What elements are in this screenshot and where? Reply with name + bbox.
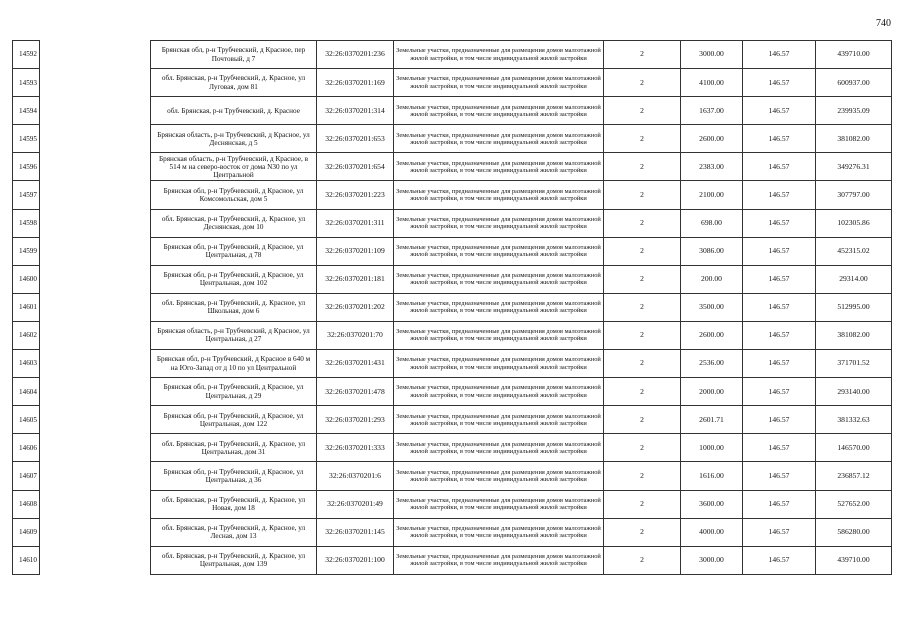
area-cell: 2600.00 [681,321,743,349]
row-number-cell: 14607 [13,462,40,490]
cadastral-value-cell: 381082.00 [816,125,892,153]
row-number-row [13,265,40,293]
specific-value-cell: 146.57 [743,462,816,490]
cadastral-number-cell: 32:26:0370201:169 [317,69,394,97]
table-row [151,209,892,237]
row-number-cell: 14609 [13,518,40,546]
group-cell: 2 [604,350,681,378]
area-cell: 4000.00 [681,518,743,546]
area-cell: 2536.00 [681,350,743,378]
row-number-cell: 14608 [13,490,40,518]
row-number-cell: 14600 [13,265,40,293]
cadastral-number-cell: 32:26:0370201:311 [317,209,394,237]
group-cell: 2 [604,321,681,349]
cadastral-value-cell: 307797.00 [816,181,892,209]
land-use-cell: Земельные участки, предназначенные для размещения домов малоэтажной жилой застройки, в том числе индивидуальной жилой застройки [394,209,604,237]
cadastral-number-cell: 32:26:0370201:6 [317,462,394,490]
row-number-row [13,181,40,209]
table-row [151,125,892,153]
area-cell: 3000.00 [681,546,743,574]
address-cell: обл. Брянская, р-н Трубчевский, д. Красное, ул Центральная, дом 139 [151,546,317,574]
cadastral-number-cell: 32:26:0370201:314 [317,97,394,125]
land-use-cell: Земельные участки, предназначенные для размещения домов малоэтажной жилой застройки, в том числе индивидуальной жилой застройки [394,350,604,378]
row-number-row [13,209,40,237]
row-number-row [13,490,40,518]
cadastral-number-cell: 32:26:0370201:223 [317,181,394,209]
group-cell: 2 [604,434,681,462]
address-cell: Брянская область, р-н Трубчевский, д Красное, в 514 м на северо-восток от дома N30 по ул Центральной [151,153,317,181]
row-number-cell: 14599 [13,237,40,265]
cadastral-value-cell: 586280.00 [816,518,892,546]
row-number-row [13,153,40,181]
area-cell: 2601.71 [681,406,743,434]
land-use-cell: Земельные участки, предназначенные для размещения домов малоэтажной жилой застройки, в том числе индивидуальной жилой застройки [394,97,604,125]
specific-value-cell: 146.57 [743,41,816,69]
row-number-row [13,97,40,125]
address-cell: Брянская область, р-н Трубчевский, д Красное, ул Центральная, д 27 [151,321,317,349]
specific-value-cell: 146.57 [743,321,816,349]
land-use-cell: Земельные участки, предназначенные для размещения домов малоэтажной жилой застройки, в том числе индивидуальной жилой застройки [394,125,604,153]
land-use-cell: Земельные участки, предназначенные для размещения домов малоэтажной жилой застройки, в том числе индивидуальной жилой застройки [394,321,604,349]
cadastral-number-cell: 32:26:0370201:236 [317,41,394,69]
specific-value-cell: 146.57 [743,153,816,181]
group-cell: 2 [604,293,681,321]
row-number-row [13,69,40,97]
address-cell: обл. Брянская, р-н Трубчевский, д. Красное, ул Деснянская, дом 10 [151,209,317,237]
specific-value-cell: 146.57 [743,406,816,434]
specific-value-cell: 146.57 [743,434,816,462]
cadastral-value-cell: 452315.02 [816,237,892,265]
cadastral-value-cell: 236857.12 [816,462,892,490]
cadastral-value-cell: 146570.00 [816,434,892,462]
land-use-cell: Земельные участки, предназначенные для размещения домов малоэтажной жилой застройки, в том числе индивидуальной жилой застройки [394,406,604,434]
specific-value-cell: 146.57 [743,237,816,265]
cadastral-number-cell: 32:26:0370201:653 [317,125,394,153]
cadastral-value-cell: 102305.86 [816,209,892,237]
table-row [151,434,892,462]
group-cell: 2 [604,97,681,125]
cadastral-value-cell: 293140.00 [816,378,892,406]
cadastral-number-cell: 32:26:0370201:654 [317,153,394,181]
address-cell: Брянская обл, р-н Трубчевский, д Красное, ул Центральная, д 78 [151,237,317,265]
cadastral-value-cell: 600937.00 [816,69,892,97]
group-cell: 2 [604,518,681,546]
specific-value-cell: 146.57 [743,69,816,97]
land-use-cell: Земельные участки, предназначенные для размещения домов малоэтажной жилой застройки, в том числе индивидуальной жилой застройки [394,153,604,181]
area-cell: 3600.00 [681,490,743,518]
specific-value-cell: 146.57 [743,350,816,378]
row-number-cell: 14601 [13,293,40,321]
specific-value-cell: 146.57 [743,125,816,153]
row-number-cell: 14604 [13,378,40,406]
cadastral-value-cell: 239935.09 [816,97,892,125]
specific-value-cell: 146.57 [743,378,816,406]
area-cell: 3500.00 [681,293,743,321]
cadastral-number-cell: 32:26:0370201:202 [317,293,394,321]
row-number-row [13,518,40,546]
area-cell: 2383.00 [681,153,743,181]
group-cell: 2 [604,125,681,153]
address-cell: Брянская обл, р-н Трубчевский, д Красное, ул Центральная, дом 102 [151,265,317,293]
table-row [151,350,892,378]
cadastral-value-cell: 381332.63 [816,406,892,434]
address-cell: Брянская обл, р-н Трубчевский, д Красное, пер Почтовый, д 7 [151,41,317,69]
table-row [151,237,892,265]
group-cell: 2 [604,546,681,574]
cadastral-number-cell: 32:26:0370201:181 [317,265,394,293]
page-number: 740 [876,18,891,29]
cadastral-value-cell: 349276.31 [816,153,892,181]
table-row [151,69,892,97]
land-use-cell: Земельные участки, предназначенные для размещения домов малоэтажной жилой застройки, в том числе индивидуальной жилой застройки [394,490,604,518]
group-cell: 2 [604,490,681,518]
row-number-column [12,40,40,575]
land-use-cell: Земельные участки, предназначенные для размещения домов малоэтажной жилой застройки, в том числе индивидуальной жилой застройки [394,378,604,406]
table-row [151,321,892,349]
area-cell: 1000.00 [681,434,743,462]
row-number-row [13,293,40,321]
table-row [151,490,892,518]
row-number-row [13,350,40,378]
row-number-row [13,125,40,153]
area-cell: 1637.00 [681,97,743,125]
group-cell: 2 [604,69,681,97]
cadastral-number-cell: 32:26:0370201:145 [317,518,394,546]
table-row [151,153,892,181]
area-cell: 1616.00 [681,462,743,490]
cadastral-number-cell: 32:26:0370201:109 [317,237,394,265]
group-cell: 2 [604,462,681,490]
group-cell: 2 [604,265,681,293]
row-number-row [13,406,40,434]
area-cell: 4100.00 [681,69,743,97]
row-number-cell: 14595 [13,125,40,153]
cadastral-number-cell: 32:26:0370201:70 [317,321,394,349]
address-cell: обл. Брянская, р-н Трубчевский, д. Красное, ул Школьная, дом 6 [151,293,317,321]
area-cell: 3086.00 [681,237,743,265]
specific-value-cell: 146.57 [743,265,816,293]
group-cell: 2 [604,181,681,209]
row-number-row [13,378,40,406]
row-number-cell: 14592 [13,41,40,69]
land-use-cell: Земельные участки, предназначенные для размещения домов малоэтажной жилой застройки, в том числе индивидуальной жилой застройки [394,518,604,546]
row-number-cell: 14602 [13,321,40,349]
row-number-row [13,546,40,574]
land-use-cell: Земельные участки, предназначенные для размещения домов малоэтажной жилой застройки, в том числе индивидуальной жилой застройки [394,265,604,293]
cadastral-number-cell: 32:26:0370201:478 [317,378,394,406]
cadastral-value-cell: 512995.00 [816,293,892,321]
row-number-cell: 14594 [13,97,40,125]
row-number-row [13,321,40,349]
specific-value-cell: 146.57 [743,209,816,237]
address-cell: Брянская обл, р-н Трубчевский, д Красное, ул Центральная, дом 122 [151,406,317,434]
group-cell: 2 [604,41,681,69]
land-use-cell: Земельные участки, предназначенные для размещения домов малоэтажной жилой застройки, в том числе индивидуальной жилой застройки [394,462,604,490]
cadastral-number-cell: 32:26:0370201:100 [317,546,394,574]
row-number-cell: 14597 [13,181,40,209]
table-row [151,293,892,321]
address-cell: Брянская обл, р-н Трубчевский, д Красное, ул Центральная, д 36 [151,462,317,490]
land-use-cell: Земельные участки, предназначенные для размещения домов малоэтажной жилой застройки, в том числе индивидуальной жилой застройки [394,293,604,321]
group-cell: 2 [604,209,681,237]
row-number-cell: 14598 [13,209,40,237]
row-number-cell: 14603 [13,350,40,378]
specific-value-cell: 146.57 [743,518,816,546]
group-cell: 2 [604,237,681,265]
row-number-cell: 14593 [13,69,40,97]
address-cell: обл. Брянская, р-н Трубчевский, д. Красное [151,97,317,125]
group-cell: 2 [604,153,681,181]
specific-value-cell: 146.57 [743,490,816,518]
row-number-cell: 14606 [13,434,40,462]
cadastral-number-cell: 32:26:0370201:49 [317,490,394,518]
table-row [151,518,892,546]
cadastral-value-cell: 371701.52 [816,350,892,378]
address-cell: Брянская обл, р-н Трубчевский, д Красное, ул Комсомольская, дом 5 [151,181,317,209]
table-row [151,265,892,293]
cadastral-value-cell: 439710.00 [816,546,892,574]
address-cell: Брянская обл, р-н Трубчевский, д Красное в 640 м на Юго-Запад от д 10 по ул Центральной [151,350,317,378]
table-row [151,406,892,434]
area-cell: 3000.00 [681,41,743,69]
row-number-row [13,462,40,490]
address-cell: обл. Брянская, р-н Трубчевский, д. Красное, ул Центральная, дом 31 [151,434,317,462]
area-cell: 2600.00 [681,125,743,153]
table-row [151,41,892,69]
table-row [151,97,892,125]
table-row [151,462,892,490]
land-use-cell: Земельные участки, предназначенные для размещения домов малоэтажной жилой застройки, в том числе индивидуальной жилой застройки [394,181,604,209]
area-cell: 200.00 [681,265,743,293]
address-cell: Брянская обл, р-н Трубчевский, д Красное, ул Центральная, д 29 [151,378,317,406]
land-plots-table [150,40,892,575]
row-number-row [13,434,40,462]
area-cell: 698.00 [681,209,743,237]
row-number-cell: 14596 [13,153,40,181]
group-cell: 2 [604,378,681,406]
specific-value-cell: 146.57 [743,546,816,574]
group-cell: 2 [604,406,681,434]
cadastral-value-cell: 527652.00 [816,490,892,518]
land-use-cell: Земельные участки, предназначенные для размещения домов малоэтажной жилой застройки, в том числе индивидуальной жилой застройки [394,546,604,574]
specific-value-cell: 146.57 [743,181,816,209]
cadastral-value-cell: 439710.00 [816,41,892,69]
land-use-cell: Земельные участки, предназначенные для размещения домов малоэтажной жилой застройки, в том числе индивидуальной жилой застройки [394,434,604,462]
address-cell: Брянская область, р-н Трубчевский, д Красное, ул Деснянская, д 5 [151,125,317,153]
table-row [151,181,892,209]
cadastral-value-cell: 29314.00 [816,265,892,293]
land-use-cell: Земельные участки, предназначенные для размещения домов малоэтажной жилой застройки, в том числе индивидуальной жилой застройки [394,69,604,97]
cadastral-number-cell: 32:26:0370201:333 [317,434,394,462]
specific-value-cell: 146.57 [743,97,816,125]
specific-value-cell: 146.57 [743,293,816,321]
area-cell: 2000.00 [681,378,743,406]
address-cell: обл. Брянская, р-н Трубчевский, д. Красное, ул Новая, дом 18 [151,490,317,518]
table-row [151,546,892,574]
cadastral-number-cell: 32:26:0370201:293 [317,406,394,434]
land-use-cell: Земельные участки, предназначенные для размещения домов малоэтажной жилой застройки, в том числе индивидуальной жилой застройки [394,237,604,265]
row-number-cell: 14605 [13,406,40,434]
cadastral-value-cell: 381082.00 [816,321,892,349]
land-use-cell: Земельные участки, предназначенные для размещения домов малоэтажной жилой застройки, в том числе индивидуальной жилой застройки [394,41,604,69]
cadastral-number-cell: 32:26:0370201:431 [317,350,394,378]
row-number-row [13,237,40,265]
row-number-cell: 14610 [13,546,40,574]
table-row [151,378,892,406]
area-cell: 2100.00 [681,181,743,209]
address-cell: обл. Брянская, р-н Трубчевский, д. Красное, ул Луговая, дом 81 [151,69,317,97]
row-number-row [13,41,40,69]
address-cell: обл. Брянская, р-н Трубчевский, д. Красное, ул Лесная, дом 13 [151,518,317,546]
